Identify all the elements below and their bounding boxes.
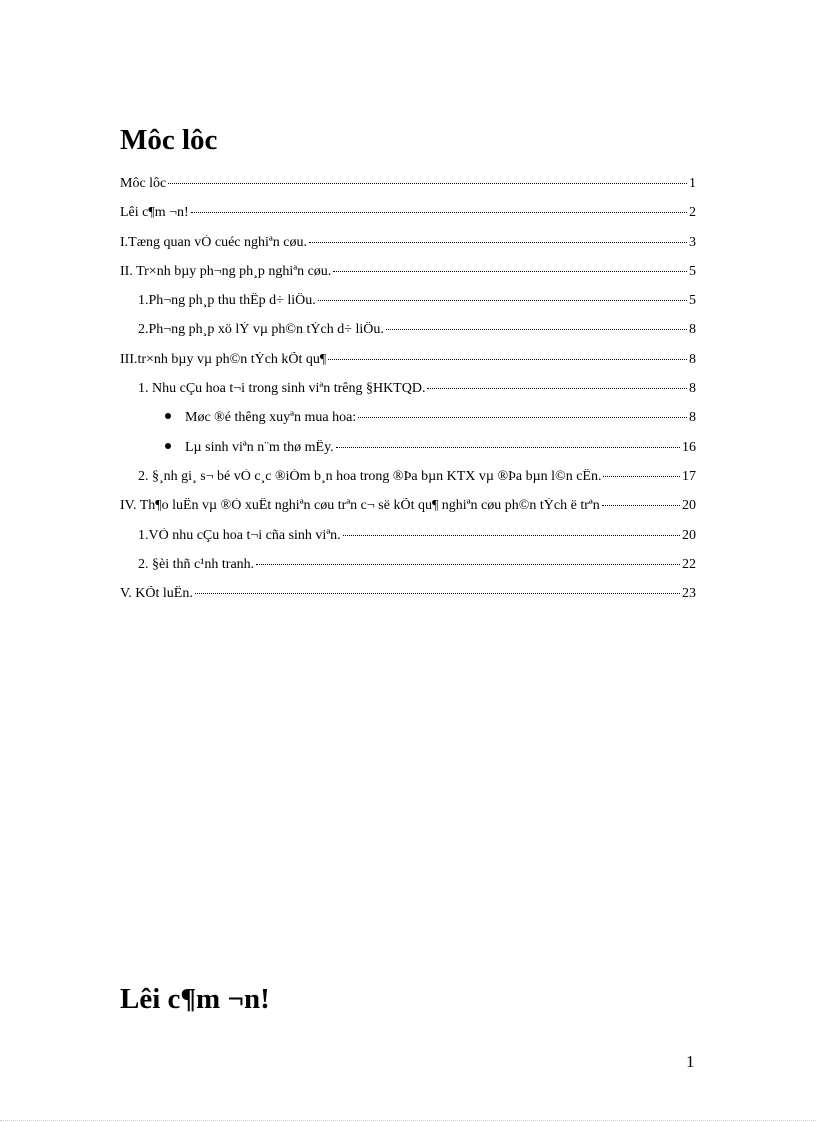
toc-entry-text: V. KÕt luËn. (120, 586, 193, 602)
toc-entry-text: 1.VÒ nhu cÇu hoa t¬i cña sinh viªn. (138, 527, 341, 543)
toc-dot-leader (386, 329, 687, 330)
toc-entry[interactable] (120, 381, 696, 410)
toc-entry-text: II. Tr×nh bµy ph¬ng ph¸p nghiªn cøu. (120, 263, 332, 279)
toc-entry[interactable] (120, 352, 696, 381)
toc-dot-leader (603, 476, 680, 477)
toc-entry-text: III.tr×nh bµy vµ ph©n tÝch kÕt qu¶ (120, 351, 327, 367)
toc-entry-text: 1.Ph¬ng ph¸p thu thËp d÷ liÖu. (138, 293, 316, 309)
bullet-icon (165, 413, 171, 419)
acknowledgement-title: Lêi c¶m ¬n! (120, 983, 270, 1015)
toc-entry[interactable] (120, 322, 696, 351)
toc-dot-leader (318, 300, 687, 301)
bullet-icon (165, 443, 171, 449)
toc-entry[interactable] (120, 498, 696, 527)
toc-entry-text: Môc lôc (120, 176, 167, 191)
toc-entry[interactable] (120, 264, 696, 293)
toc-dot-leader (256, 564, 680, 565)
toc-dot-leader (168, 183, 687, 184)
toc-entry-text: 2. §¸nh gi¸ s¬ bé vÒ c¸c ®iÓm b¸n hoa trong ®Þa bµn KTX vµ ®Þa bµn l©n cËn. (138, 468, 602, 484)
toc-entry-page: 1 (689, 176, 696, 191)
toc-entry[interactable] (120, 235, 696, 264)
toc-entry-page: 20 (682, 527, 696, 543)
toc-dot-leader (427, 388, 687, 389)
toc-dot-leader (328, 359, 687, 360)
toc-entry-text: Lêi c¶m ¬n! (120, 205, 189, 221)
toc-entry[interactable] (120, 440, 696, 469)
toc-entry-text: 2.Ph¬ng ph¸p xö lÝ vµ ph©n tÝch d÷ liÖu. (138, 322, 384, 338)
toc-entry-page: 2 (689, 205, 696, 221)
toc-dot-leader (191, 212, 687, 213)
toc-entry-text: IV. Th¶o luËn vµ ®Ò xuÊt nghiªn cøu trªn c¬ së kÕt qu¶ nghiªn cøu ph©n tÝch ë trªn (120, 498, 600, 514)
toc-dot-leader (602, 505, 680, 506)
toc-entry[interactable] (120, 293, 696, 322)
toc-entry[interactable] (120, 205, 696, 234)
toc-entry[interactable] (120, 557, 696, 586)
toc-entry-page: 23 (682, 586, 696, 602)
toc-entry-text: 2. §èi thñ c¹nh tranh. (138, 556, 255, 572)
toc-entry[interactable] (120, 586, 696, 615)
toc-entry-page: 16 (682, 439, 696, 455)
toc-entry-page: 3 (689, 234, 696, 250)
toc-dot-leader (358, 417, 687, 418)
toc-entry-text: I.Tæng quan vÒ cuéc nghiªn cøu. (120, 234, 307, 250)
toc-entry-page: 5 (689, 263, 696, 279)
toc-entry[interactable] (120, 410, 696, 439)
toc-entry-page: 17 (682, 468, 696, 484)
toc-dot-leader (336, 447, 680, 448)
toc-entry-page: 8 (689, 410, 696, 426)
toc-entry-text: Møc ®é thêng xuyªn mua hoa: (185, 410, 357, 426)
toc-title: Môc lôc (120, 124, 218, 156)
table-of-contents (120, 176, 696, 615)
page-bottom-divider (0, 1120, 816, 1121)
toc-entry[interactable] (120, 469, 696, 498)
page-number: 1 (686, 1052, 695, 1071)
toc-dot-leader (333, 271, 687, 272)
toc-entry[interactable] (120, 176, 696, 205)
toc-entry-page: 8 (689, 351, 696, 367)
toc-entry[interactable] (120, 528, 696, 557)
toc-entry-text: Lµ sinh viªn n¨m thø mÊy. (185, 439, 334, 455)
toc-entry-text: 1. Nhu cÇu hoa t¬i trong sinh viªn trêng §HKTQD. (138, 381, 426, 397)
toc-entry-page: 20 (682, 498, 696, 514)
toc-dot-leader (343, 535, 680, 536)
toc-dot-leader (195, 593, 680, 594)
toc-entry-page: 5 (689, 293, 696, 309)
toc-entry-page: 8 (689, 322, 696, 338)
toc-entry-page: 22 (682, 556, 696, 572)
toc-dot-leader (309, 242, 687, 243)
toc-entry-page: 8 (689, 381, 696, 397)
